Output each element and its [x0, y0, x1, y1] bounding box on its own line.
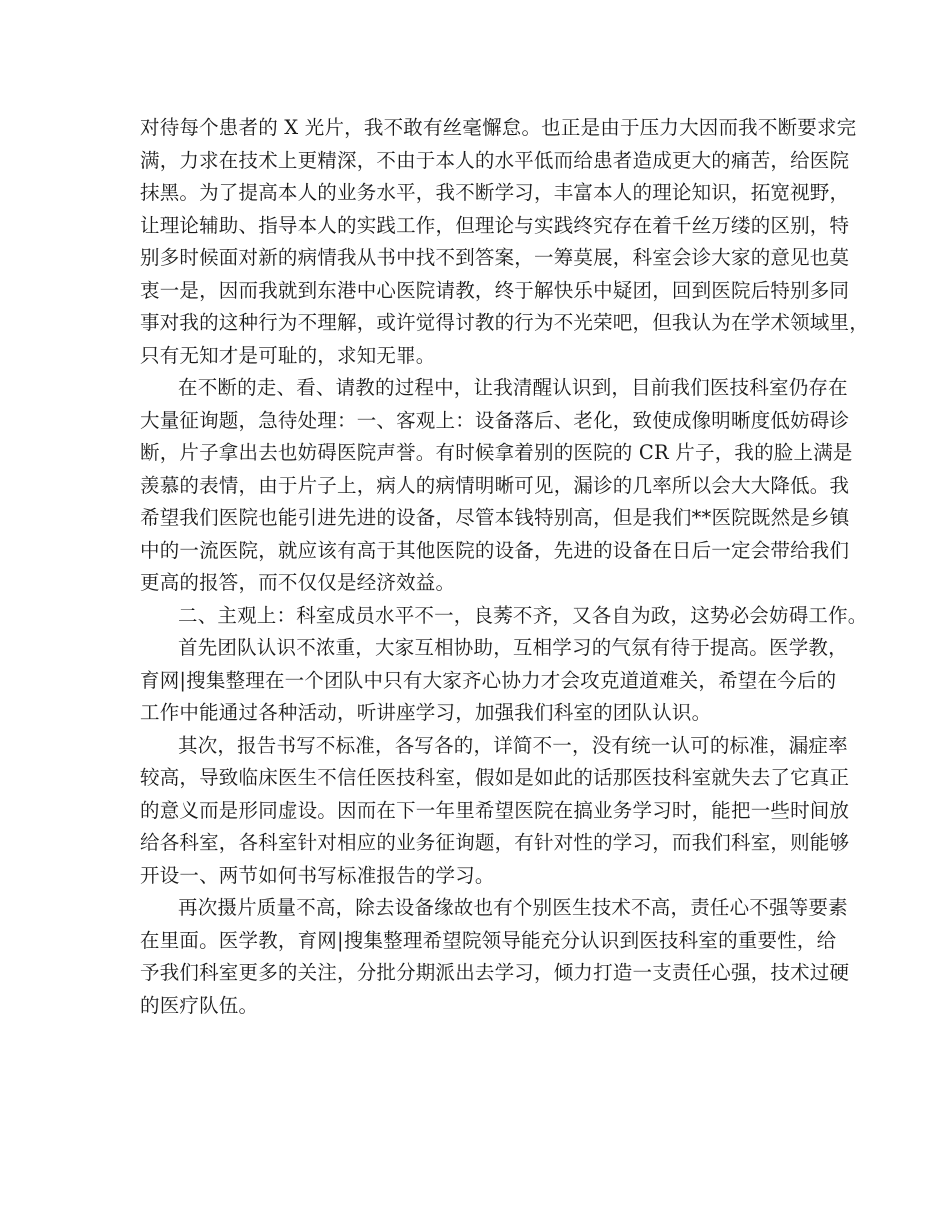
text-line: 较高，导致临床医生不信任医技科室，假如是如此的话那医技科室就失去了它真正 — [140, 766, 850, 789]
text-line: 其次，报告书写不标准，各写各的，详简不一，没有统一认可的标准，漏症率 — [178, 733, 848, 757]
document-body — [140, 112, 869, 1022]
text-line: 首先团队认识不浓重，大家互相协助，互相学习的气氛有待于提高。医学教， — [178, 636, 848, 659]
paragraph — [140, 632, 848, 730]
text-line: 中的一流医院，就应该有高于其他医院的设备，先进的设备在日后一定会带给我们 — [140, 538, 850, 562]
text-line: 大量征询题，急待处理：一、客观上：设备落后、老化，致使成像明晰度低妨碍诊 — [140, 408, 850, 432]
text-line: 在里面。医学教，育网|搜集整理希望院领导能充分认识到医技科室的重要性，给 — [140, 928, 837, 952]
text-line: 的医疗队伍。 — [140, 993, 259, 1017]
text-line: 育网|搜集整理在一个团队中只有大家齐心协力才会攻克道道难关，希望在今后的 — [140, 668, 837, 692]
text-line: 断，片子拿出去也妨碍医院声誉。有时候拿着别的医院的 CR 片子，我的脸上满是 — [140, 441, 853, 464]
text-line: 让理论辅助、指导本人的实践工作，但理论与实践终究存在着千丝万缕的区别，特 — [140, 213, 850, 237]
text-line: 衷一是，因而我就到东港中心医院请教，终于解快乐中疑团，回到医院后特别多同 — [140, 278, 850, 302]
text-line: 只有无知才是可耻的，求知无罪。 — [140, 343, 436, 367]
paragraph — [140, 600, 868, 633]
paragraph — [140, 372, 853, 600]
text-line: 更高的报答，而不仅仅是经济效益。 — [140, 571, 456, 594]
text-line: 满，力求在技术上更精深，不由于本人的水平低而给患者造成更大的痛苦，给医院 — [140, 148, 850, 172]
text-line: 羡慕的表情，由于片子上，病人的病情明晰可见，漏诊的几率所以会大大降低。我 — [140, 473, 850, 497]
paragraph — [140, 112, 869, 372]
paragraph — [140, 892, 850, 1022]
text-line: 在不断的走、看、请教的过程中，让我清醒认识到，目前我们医技科室仍存在 — [178, 376, 848, 399]
text-line: 予我们科室更多的关注，分批分期派出去学习，倾力打造一支责任心强，技术过硬 — [140, 961, 850, 984]
text-line: 对待每个患者的 X 光片，我不敢有丝毫懈怠。也正是由于压力大因而我不断要求完 — [140, 116, 857, 139]
text-line: 希望我们医院也能引进先进的设备，尽管本钱特别高，但是我们**医院既然是乡镇 — [140, 506, 850, 529]
text-line: 再次摄片质量不高，除去设备缘故也有个别医生技术不高，责任心不强等要素 — [178, 896, 848, 919]
text-line: 的意义而是形同虚设。因而在下一年里希望医院在搞业务学习时，能把一些时间放 — [140, 798, 850, 822]
text-line: 给各科室，各科室针对相应的业务征询题，有针对性的学习，而我们科室，则能够 — [140, 831, 850, 854]
text-line: 二、主观上：科室成员水平不一，良莠不齐，又各自为政，这势必会妨碍工作。 — [178, 603, 868, 627]
text-line: 别多时候面对新的病情我从书中找不到答案，一筹莫展，科室会诊大家的意见也莫 — [140, 246, 850, 269]
text-line: 开设一、两节如何书写标准报告的学习。 — [140, 863, 495, 887]
paragraph — [140, 730, 850, 893]
text-line: 抹黑。为了提高本人的业务水平，我不断学习，丰富本人的理论知识，拓宽视野， — [140, 181, 850, 204]
text-line: 工作中能通过各种活动，听讲座学习，加强我们科室的团队认识。 — [140, 701, 712, 724]
text-line: 事对我的这种行为不理解，或许觉得讨教的行为不光荣吧，但我认为在学术领域里， — [140, 311, 869, 334]
